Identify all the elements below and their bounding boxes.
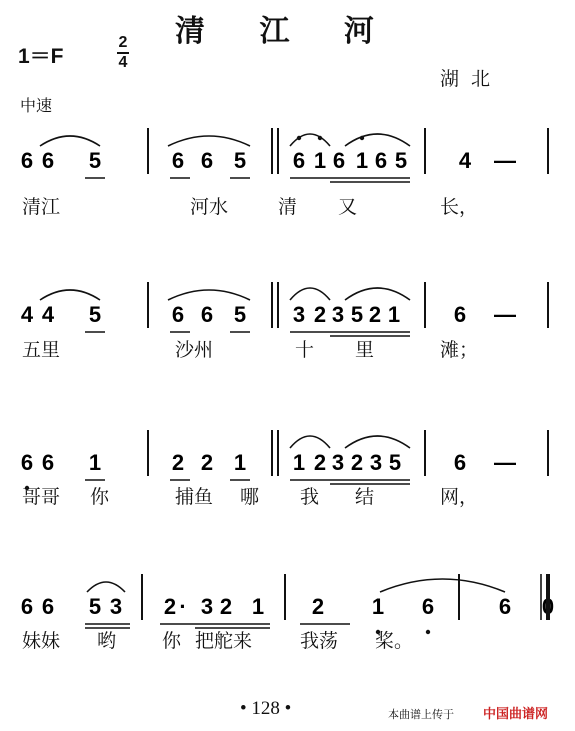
lyric-word: 哥哥 xyxy=(22,486,61,508)
note: — xyxy=(494,148,516,173)
slur xyxy=(168,136,250,146)
lyric-word: 滩； xyxy=(440,339,479,361)
slur xyxy=(345,288,410,300)
slur xyxy=(168,290,250,300)
lyric-word: 你 xyxy=(162,630,182,652)
lyric-word: 妹妹 xyxy=(22,630,61,652)
note: 6 xyxy=(171,302,185,327)
page-number: • 128 • xyxy=(240,698,292,719)
lyric-word: 五里 xyxy=(22,339,61,361)
slur xyxy=(87,582,125,592)
note: 1 xyxy=(233,450,247,475)
octave-dot xyxy=(297,136,301,140)
lyric-word: 沙州 xyxy=(175,339,214,361)
slur xyxy=(380,579,505,592)
note: 1 xyxy=(251,594,265,619)
slur xyxy=(290,288,330,300)
lyric-word: 你 xyxy=(90,486,110,508)
note: 6 xyxy=(453,450,467,475)
note: 3 xyxy=(369,450,383,475)
song-title: 清 江 河 xyxy=(175,14,396,49)
note: 6 xyxy=(20,450,34,475)
octave-dot xyxy=(426,630,430,634)
note: 6 xyxy=(332,148,346,173)
region-label: 湖北 xyxy=(440,68,503,90)
note: 2 xyxy=(200,450,214,475)
tempo-marking: 中速 xyxy=(20,96,53,115)
lyric-word: 我 xyxy=(300,486,320,508)
note: 3 xyxy=(200,594,214,619)
note: 2 xyxy=(219,594,233,619)
lyric-word: 又 xyxy=(338,196,358,218)
note: 6 xyxy=(200,302,214,327)
slur xyxy=(345,134,410,146)
lyric-word: 把舵来 xyxy=(195,630,253,652)
lyric-word: 清 xyxy=(278,196,298,218)
note: 6 xyxy=(292,148,306,173)
slur xyxy=(290,134,330,146)
note: 5 xyxy=(394,148,408,173)
lyric-word: 十 xyxy=(295,339,315,361)
note: 5 xyxy=(233,302,247,327)
lyric-word: 长， xyxy=(440,196,479,218)
lyric-word: 我荡 xyxy=(300,630,339,652)
note: 5 xyxy=(233,148,247,173)
key-signature: 1＝F xyxy=(18,45,64,68)
note: 2 xyxy=(171,450,185,475)
note: 6 xyxy=(171,148,185,173)
lyric-word: 网， xyxy=(440,486,479,508)
note: 4 xyxy=(458,148,472,173)
note: 3 xyxy=(331,302,345,327)
note: 3 xyxy=(109,594,123,619)
note: 0 xyxy=(541,594,555,619)
time-signature-top: 2 xyxy=(118,34,128,51)
note: 5 xyxy=(88,302,102,327)
note: 6 xyxy=(41,148,55,173)
slur xyxy=(345,436,410,448)
note: 6 xyxy=(20,148,34,173)
note: 6 xyxy=(421,594,435,619)
note: 2 xyxy=(313,302,327,327)
lyric-word: 河水 xyxy=(190,196,229,218)
note: 5 xyxy=(88,594,102,619)
note: 2 xyxy=(368,302,382,327)
note: 2 xyxy=(313,450,327,475)
slur xyxy=(40,290,100,300)
note: 5 xyxy=(88,148,102,173)
note: 2 xyxy=(350,450,364,475)
lyric-word: 里 xyxy=(355,339,375,361)
lyric-word: 桨。 xyxy=(375,630,414,652)
octave-dot xyxy=(360,136,364,140)
note: 1 xyxy=(292,450,306,475)
lyric-word: 结 xyxy=(355,486,375,508)
note: 4 xyxy=(20,302,34,327)
note: 1 xyxy=(371,594,385,619)
lyric-word: 清江 xyxy=(22,196,61,218)
note: 6 xyxy=(374,148,388,173)
note: 1 xyxy=(88,450,102,475)
lyric-word: 哟 xyxy=(97,630,117,652)
note: 6 xyxy=(41,594,55,619)
time-signature-bottom: 4 xyxy=(118,54,128,71)
note: 3 xyxy=(292,302,306,327)
note: · xyxy=(179,594,187,619)
lyric-word: 捕鱼 xyxy=(175,486,214,508)
note: 6 xyxy=(41,450,55,475)
site-logo: 中国曲谱网 xyxy=(483,707,549,722)
lyric-word: 哪 xyxy=(240,486,260,508)
note: 2 xyxy=(163,594,177,619)
slur xyxy=(40,136,100,146)
note: 4 xyxy=(41,302,55,327)
note: 1 xyxy=(313,148,327,173)
note: — xyxy=(494,302,516,327)
slur xyxy=(290,436,330,448)
note: 3 xyxy=(331,450,345,475)
note: 1 xyxy=(387,302,401,327)
note: 1 xyxy=(355,148,369,173)
upload-note: 本曲谱上传于 xyxy=(388,708,454,721)
note: 5 xyxy=(388,450,402,475)
note: 6 xyxy=(453,302,467,327)
note: 6 xyxy=(498,594,512,619)
note: — xyxy=(494,450,516,475)
note: 6 xyxy=(200,148,214,173)
note: 2 xyxy=(311,594,325,619)
note: 5 xyxy=(350,302,364,327)
note: 6 xyxy=(20,594,34,619)
octave-dot xyxy=(318,136,322,140)
